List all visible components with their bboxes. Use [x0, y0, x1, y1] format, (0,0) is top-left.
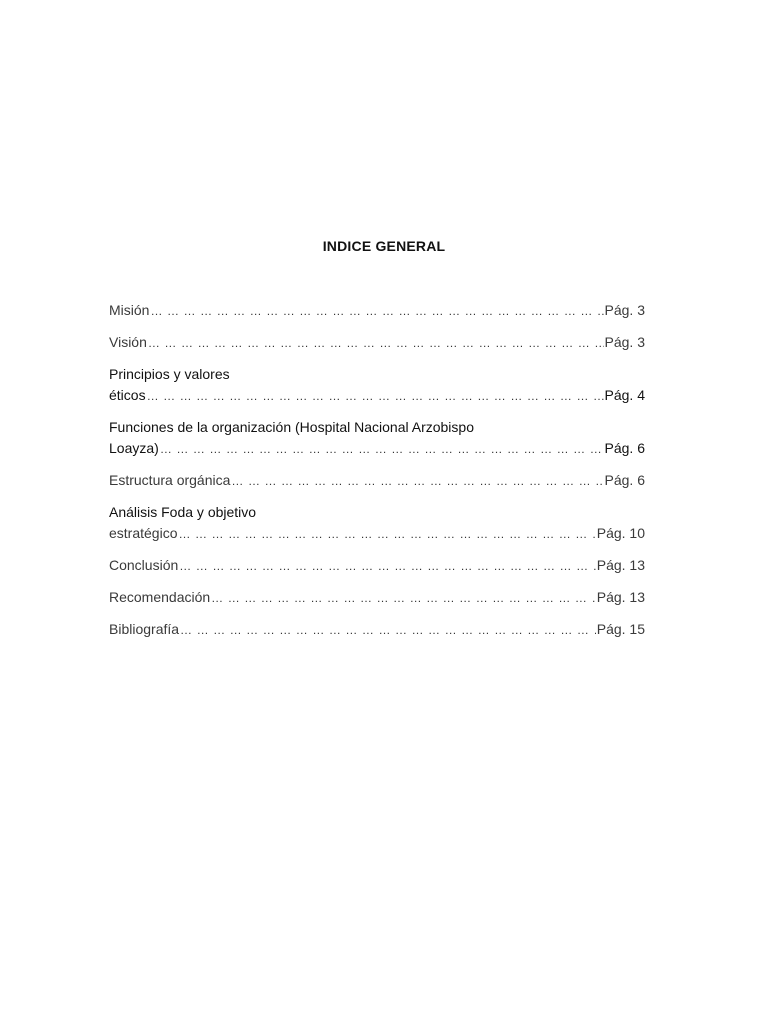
toc-entry-label: Bibliografía: [109, 621, 180, 637]
dot-leader: [148, 333, 604, 354]
toc-entry-label: éticos: [109, 387, 146, 403]
table-of-contents: [109, 300, 645, 641]
toc-entry-recomendacion: [109, 587, 645, 609]
toc-entry-page: Pág. 6: [604, 472, 645, 488]
toc-entry-bibliografia: [109, 619, 645, 641]
toc-entry-heading: Principios y valores: [109, 366, 230, 382]
toc-entry-page: Pág. 10: [596, 525, 645, 541]
toc-entry-page: Pág. 3: [604, 334, 645, 350]
toc-entry-vision: [109, 332, 645, 354]
toc-entry-page: Pág. 4: [604, 387, 645, 403]
page-title: INDICE GENERAL: [322, 238, 446, 254]
dot-leader: [160, 439, 604, 460]
toc-entry-principios: [109, 364, 645, 407]
toc-entry-heading: Funciones de la organización (Hospital Nacional Arzobispo: [109, 419, 474, 435]
toc-entry-label: Estructura orgánica: [109, 472, 231, 488]
toc-entry-mision: [109, 300, 645, 322]
toc-entry-estructura: [109, 470, 645, 492]
toc-entry-label: Recomendación: [109, 589, 211, 605]
toc-entry-page: Pág. 13: [596, 589, 645, 605]
toc-entry-label: estratégico: [109, 525, 178, 541]
dot-leader: [179, 556, 595, 577]
toc-entry-label: Misión: [109, 302, 150, 318]
dot-leader: [178, 524, 595, 545]
toc-entry-page: Pág. 3: [604, 302, 645, 318]
dot-leader: [150, 301, 603, 322]
toc-entry-label: Loayza): [109, 440, 159, 456]
toc-entry-conclusion: [109, 555, 645, 577]
toc-entry-heading: Análisis Foda y objetivo: [109, 504, 257, 520]
toc-entry-page: Pág. 15: [596, 621, 645, 637]
dot-leader: [231, 471, 603, 492]
dot-leader: [211, 588, 596, 609]
dot-leader: [147, 386, 604, 407]
toc-entry-label: Visión: [109, 334, 147, 350]
toc-entry-analisis: [109, 502, 645, 545]
toc-entry-page: Pág. 13: [596, 557, 645, 573]
toc-entry-label: Conclusión: [109, 557, 179, 573]
toc-entry-page: Pág. 6: [604, 440, 645, 456]
dot-leader: [180, 620, 596, 641]
toc-entry-funciones: [109, 417, 645, 460]
